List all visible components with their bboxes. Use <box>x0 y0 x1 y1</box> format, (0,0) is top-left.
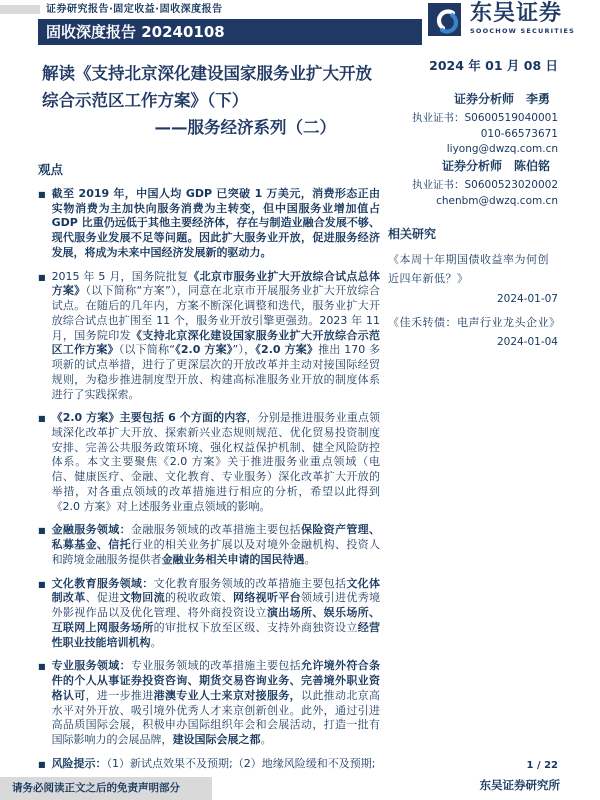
viewpoint-item <box>38 187 380 261</box>
analyst-cert-line <box>388 110 560 125</box>
bullet-square-icon: ■ <box>38 662 46 672</box>
viewpoint-item <box>38 411 380 514</box>
cert-label: 执业证书： <box>411 179 465 191</box>
analyst-role: 证券分析师 <box>441 159 502 173</box>
related-research-item <box>388 250 560 305</box>
viewpoint-text: 文化教育服务领域：文化教育服务领域的改革措施主要包括文化体制改革、促进文物回流的税收政策、网络视听平台领域引进优秀境外影视作品以及优化管理、将外商投资设立演出场所、娱乐场所、互联网上网服务场所的审批权下放至区级、支持外商独资设立经营性职业技能培训机构。 <box>51 576 381 649</box>
page-number: 1 / 22 <box>526 760 558 771</box>
viewpoint-text: 专业服务领域：专业服务领域的改革措施主要包括允许境外符合条件的个人从事证券投资咨询、期货交易咨询业务、完善境外职业资格认可，进一步推进港澳专业人士来京对接服务，以此推动北京高水平对外开放、吸引境外优秀人才来京创新创业。此外，通过引进高品质国际会展，积极申办国际组织年会和会展活动，打造一批有国际影响力的会展品牌，建设国际会展之都。 <box>51 659 381 746</box>
soochow-logo-icon <box>428 3 465 40</box>
related-research-date: 2024-01-04 <box>496 335 558 348</box>
top-gray-strip <box>0 5 40 14</box>
viewpoint-text: 截至 2019 年，中国人均 GDP 已突破 1 万美元，消费形态正由实物消费为主加快向服务消费为主转变，但中国服务业增加值占 GDP 比重仍远低于其他主要经济体，存在与制造业融合发展不够、现代服务业发展不足等问题。因此扩大服务业开放，促进服务经济发展，将成为未来中国经济发展新的驱动力。 <box>51 187 380 259</box>
bullet-square-icon: ■ <box>38 414 46 424</box>
research-institute-label: 东吴证券研究所 <box>479 778 560 792</box>
report-subtitle: ——服务经济系列（二） <box>154 118 336 137</box>
report-body <box>38 160 380 781</box>
viewpoint-item <box>38 757 380 772</box>
viewpoint-text: 金融服务领域：金融服务领域的改革措施主要包括保险资产管理、私募基金、信托行业的相关业务扩展以及对境外金融机构、投资人和跨境金融服务提供者金融业务相关申请的国民待遇。 <box>51 523 381 566</box>
related-research-heading: 相关研究 <box>388 227 437 241</box>
viewpoints-heading: 观点 <box>38 162 64 177</box>
viewpoint-item <box>38 523 380 567</box>
cert-label: 执业证书： <box>411 112 465 124</box>
viewpoint-text: 《2.0 方案》主要包括 6 个方面的内容，分别是推进服务业重点领域深化改革扩大开放、探索新兴业态规则规范、优化贸易投资制度安排、完善公共服务政策环境、强化权益保护机制、健全风险防控体系。本文主要聚焦《2.0 方案》关于推进服务业重点领域（电信、健康医疗、金融、文化教育、专业服务）深化改革扩大开放的举措，对各重点领域的改革措施进行相应的分析，希望以此得到《2.0 方案》对上述服务业重点领域的影响。 <box>51 411 380 513</box>
analyst-role: 证券分析师 <box>453 92 514 106</box>
analyst-name: 李勇 <box>525 92 550 106</box>
analyst-block <box>388 90 560 155</box>
analyst-cert-line <box>388 177 560 192</box>
analyst-name: 陈伯铭 <box>513 159 550 173</box>
related-research-title[interactable]: 《佳禾转债：电声行业龙头企业》 <box>388 315 561 329</box>
viewpoint-item <box>38 659 380 747</box>
logo-english-name: SOOCHOW SECURITIES <box>470 27 576 35</box>
related-research-item <box>388 313 560 348</box>
report-title-block <box>42 60 380 141</box>
report-date: 2024 年 01 月 08 日 <box>429 58 558 73</box>
report-category-breadcrumb: 证券研究报告·固定收益·固收深度报告 <box>46 4 223 15</box>
viewpoint-item <box>38 270 380 403</box>
viewpoint-text: 2015 年 5 月，国务院批复《北京市服务业扩大开放综合试点总体方案》（以下简称“方案”），同意在北京市开展服务业扩大开放综合试点。在随后的几年内，方案不断深化调整和迭代，服务业扩大开放综合试点也扩围至 11 个，服务业开放引擎更强劲。2023 年 11 月，国务院印发《支持北京深化建设国家服务业扩大开放综合示范区工作方案》（以下简称“《2.0 方案》”），《2.0 方案》推出 170 多项新的试点举措，进行了更深层次的开放改革并主动对接国际经贸规则，为稳步推进制度型开放、构建高标准服务业开放的制度体系进行了实践探索。 <box>51 269 381 401</box>
related-research-title[interactable]: 《本周十年期国债收益率为何创近四年新低？》 <box>388 253 549 286</box>
report-sidebar <box>388 56 560 348</box>
viewpoint-item <box>38 577 380 651</box>
viewpoint-text: 风险提示：（1）新试点效果不及预期;（2）地缘风险缓和不及预期; <box>51 756 376 770</box>
bullet-square-icon: ■ <box>38 190 46 199</box>
bullet-square-icon: ■ <box>38 526 46 536</box>
disclaimer-notice: 请务必阅读正文之后的免责声明部分 <box>0 777 212 800</box>
cert-number: S0600519040001 <box>464 112 558 124</box>
analyst-email[interactable]: chenbm@dwzq.com.cn <box>436 195 558 207</box>
logo-chinese-name: 东吴证券 <box>470 1 563 26</box>
soochow-logo <box>428 3 575 40</box>
analyst-role-name <box>388 157 560 174</box>
related-research-date: 2024-01-07 <box>496 292 558 305</box>
viewpoints-list <box>38 187 380 772</box>
cert-number: S0600523020002 <box>464 179 558 191</box>
analyst-role-name <box>388 90 560 107</box>
related-research <box>388 225 560 348</box>
bullet-square-icon: ■ <box>38 272 46 282</box>
analyst-block <box>388 157 560 207</box>
analyst-email[interactable]: liyong@dwzq.com.cn <box>446 143 558 155</box>
bullet-square-icon: ■ <box>38 759 46 769</box>
report-title: 解读《支持北京深化建设国家服务业扩大开放综合示范区工作方案》（下） <box>42 64 372 110</box>
bullet-square-icon: ■ <box>38 579 46 589</box>
report-series-banner: 固收深度报告 20240108 <box>38 19 422 45</box>
analyst-phone: 010-66573671 <box>480 128 558 140</box>
